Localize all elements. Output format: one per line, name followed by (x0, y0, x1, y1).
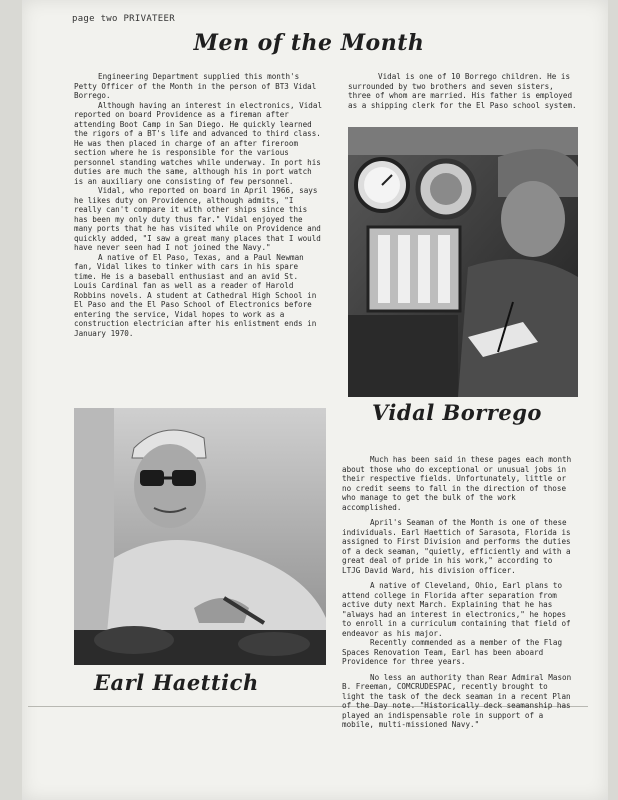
vidal-article-text (74, 72, 324, 338)
page-title: Men of the Month (193, 30, 425, 56)
paragraph: Engineering Department supplied this month's Petty Officer of the Month in the person of BT3 Vidal Borrego. (74, 72, 317, 100)
paragraph: Vidal is one of 10 Borrego children. He is surrounded by two brothers and seven sisters, three of whom are married. His father is employed as a shipping clerk for the El Paso school system. (348, 72, 577, 110)
earl-article-text (342, 455, 574, 730)
paragraph: A native of El Paso, Texas, and a Paul Newman fan, Vidal likes to tinker with cars in his spare time. He is a baseball enthusiast and an avid St. Louis Cardinal fan as well as a reader of Harold Robbins novels. A student at Cathedral High School in El Paso and the El Paso School of Electronics before entering the service, Vidal hopes to work as a construction electrician after his enlistment ends in January 1970. (74, 252, 317, 338)
paragraph: Although having an interest in electronics, Vidal reported on board Providence as a fireman after attending Boot Camp in San Diego. He quickly learned the rigors of a BT's life and advanced to third class. He was then placed in charge of an after fireroom section where he is responsible for the various personnel standing watches while underway. In port his duties are much the same, although his in port watch is an auxiliary one consisting of few personnel. (74, 100, 323, 186)
paragraph: Much has been said in these pages each month about those who do exceptional or unusual jobs in their respective fields. Unfortunately, little or no credit seems to fall in the direction of those who manage to get the bulk of the work accomplished. (342, 455, 572, 512)
paragraph: Vidal, who reported on board in April 1966, says he likes duty on Providence, although admits, "I really can't compare it with other ships since this has been my only duty thus far." Vidal enjoyed the many ports that he has visited while on Providence and quickly added, "I saw a great many places that I would have never seen had I not joined the Navy." (74, 186, 321, 252)
paragraph: No less an authority than Rear Admiral Mason B. Freeman, COMCRUDESPAC, recently brought to light the task of the deck seaman in a recent Plan of the Day note. "Historically deck seamanship has played an indispensable role in support of a mobile, multi-missioned Navy." (342, 672, 572, 729)
vidal-caption: Vidal Borrego (372, 400, 542, 425)
vidal-photo (348, 127, 578, 397)
paragraph: April's Seaman of the Month is one of these individuals. Earl Haettich of Sarasota, Florida is assigned to First Division and performs the duties of a deck seaman, "quietly, efficiently and with a great deal of pride in his work," according to LTJG David Ward, his division officer. (342, 518, 571, 575)
earl-photo (74, 408, 326, 665)
vidal-family-text (348, 72, 580, 110)
page-header: page two PRIVATEER (72, 14, 175, 24)
paragraph: Recently commended as a member of the Flag Spaces Renovation Team, Earl has been aboard Providence for three years. (342, 638, 563, 666)
earl-caption: Earl Haettich (94, 670, 259, 695)
paragraph: A native of Cleveland, Ohio, Earl plans to attend college in Florida after separation from active duty next March. Explaining that he has "always had an interest in electronics," he hopes to enroll in a curriculum containing that field of endeavor as his major. (342, 581, 571, 638)
